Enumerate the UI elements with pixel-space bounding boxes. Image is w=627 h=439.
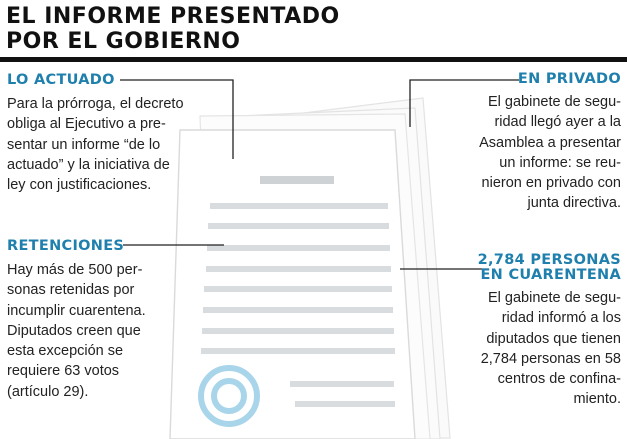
body-line: sentar un informe “de lo — [7, 136, 161, 153]
sheet-line — [203, 307, 393, 313]
sheet-line — [295, 401, 395, 407]
heading-line: 2,784 PERSONAS — [477, 252, 621, 268]
body-line: El gabinete de segu- — [487, 290, 621, 306]
section-cuarentena — [471, 253, 621, 410]
sheet-header-bar — [260, 176, 334, 184]
section-heading — [471, 253, 621, 283]
section-en-privado — [471, 72, 621, 214]
sheet-line — [206, 266, 391, 272]
heading-line: EN CUARENTENA — [480, 267, 621, 283]
sheet-line — [202, 328, 394, 334]
body-line: junta directiva. — [527, 195, 621, 212]
section-body — [471, 92, 621, 214]
body-line: 2,784 personas en 58 — [480, 350, 621, 367]
body-line: nieron en privado con — [481, 175, 621, 192]
title-line-2: POR EL GOBIERNO — [6, 29, 241, 54]
sheet-line — [290, 381, 394, 387]
body-line: sonas retenidas por — [7, 282, 135, 299]
body-line: un informe: se reu- — [499, 154, 621, 171]
body-line: ley con justificaciones. — [7, 177, 152, 194]
body-line: Diputados creen que — [7, 322, 141, 339]
body-line: ridad informó a los — [501, 310, 621, 327]
body-line: Para la prórroga, el decreto — [7, 96, 184, 112]
sheet-line — [207, 245, 390, 251]
section-lo-actuado — [7, 72, 197, 195]
section-heading: RETENCIONES — [7, 238, 125, 254]
body-line: incumplir cuarentena. — [7, 302, 146, 319]
section-body — [7, 94, 197, 195]
section-heading: LO ACTUADO — [7, 72, 115, 88]
body-line: requiere 63 votos — [7, 363, 120, 380]
body-line: (artículo 29). — [7, 383, 89, 400]
section-heading: EN PRIVADO — [517, 71, 621, 87]
sheet-line — [201, 348, 395, 354]
section-body — [7, 260, 197, 402]
sheet-line — [204, 286, 392, 292]
body-line: Hay más de 500 per- — [7, 262, 143, 278]
body-line: Asamblea a presentar — [479, 134, 621, 151]
body-line: ridad llegó ayer a la — [494, 114, 621, 131]
section-body — [471, 288, 621, 410]
sheet-line — [210, 203, 388, 209]
body-line: centros de confina- — [497, 371, 621, 388]
title-line-1: EL INFORME PRESENTADO — [6, 4, 340, 29]
body-line: actuado” y la iniciativa de — [7, 156, 170, 173]
sheet-line — [208, 223, 389, 229]
body-line: diputados que tienen — [486, 330, 621, 347]
body-line: El gabinete de segu- — [487, 94, 621, 110]
section-retenciones — [7, 238, 197, 402]
body-line: esta excepción se — [7, 343, 124, 360]
body-line: obliga al Ejecutivo a pre- — [7, 116, 166, 133]
body-line: miento. — [573, 391, 621, 408]
